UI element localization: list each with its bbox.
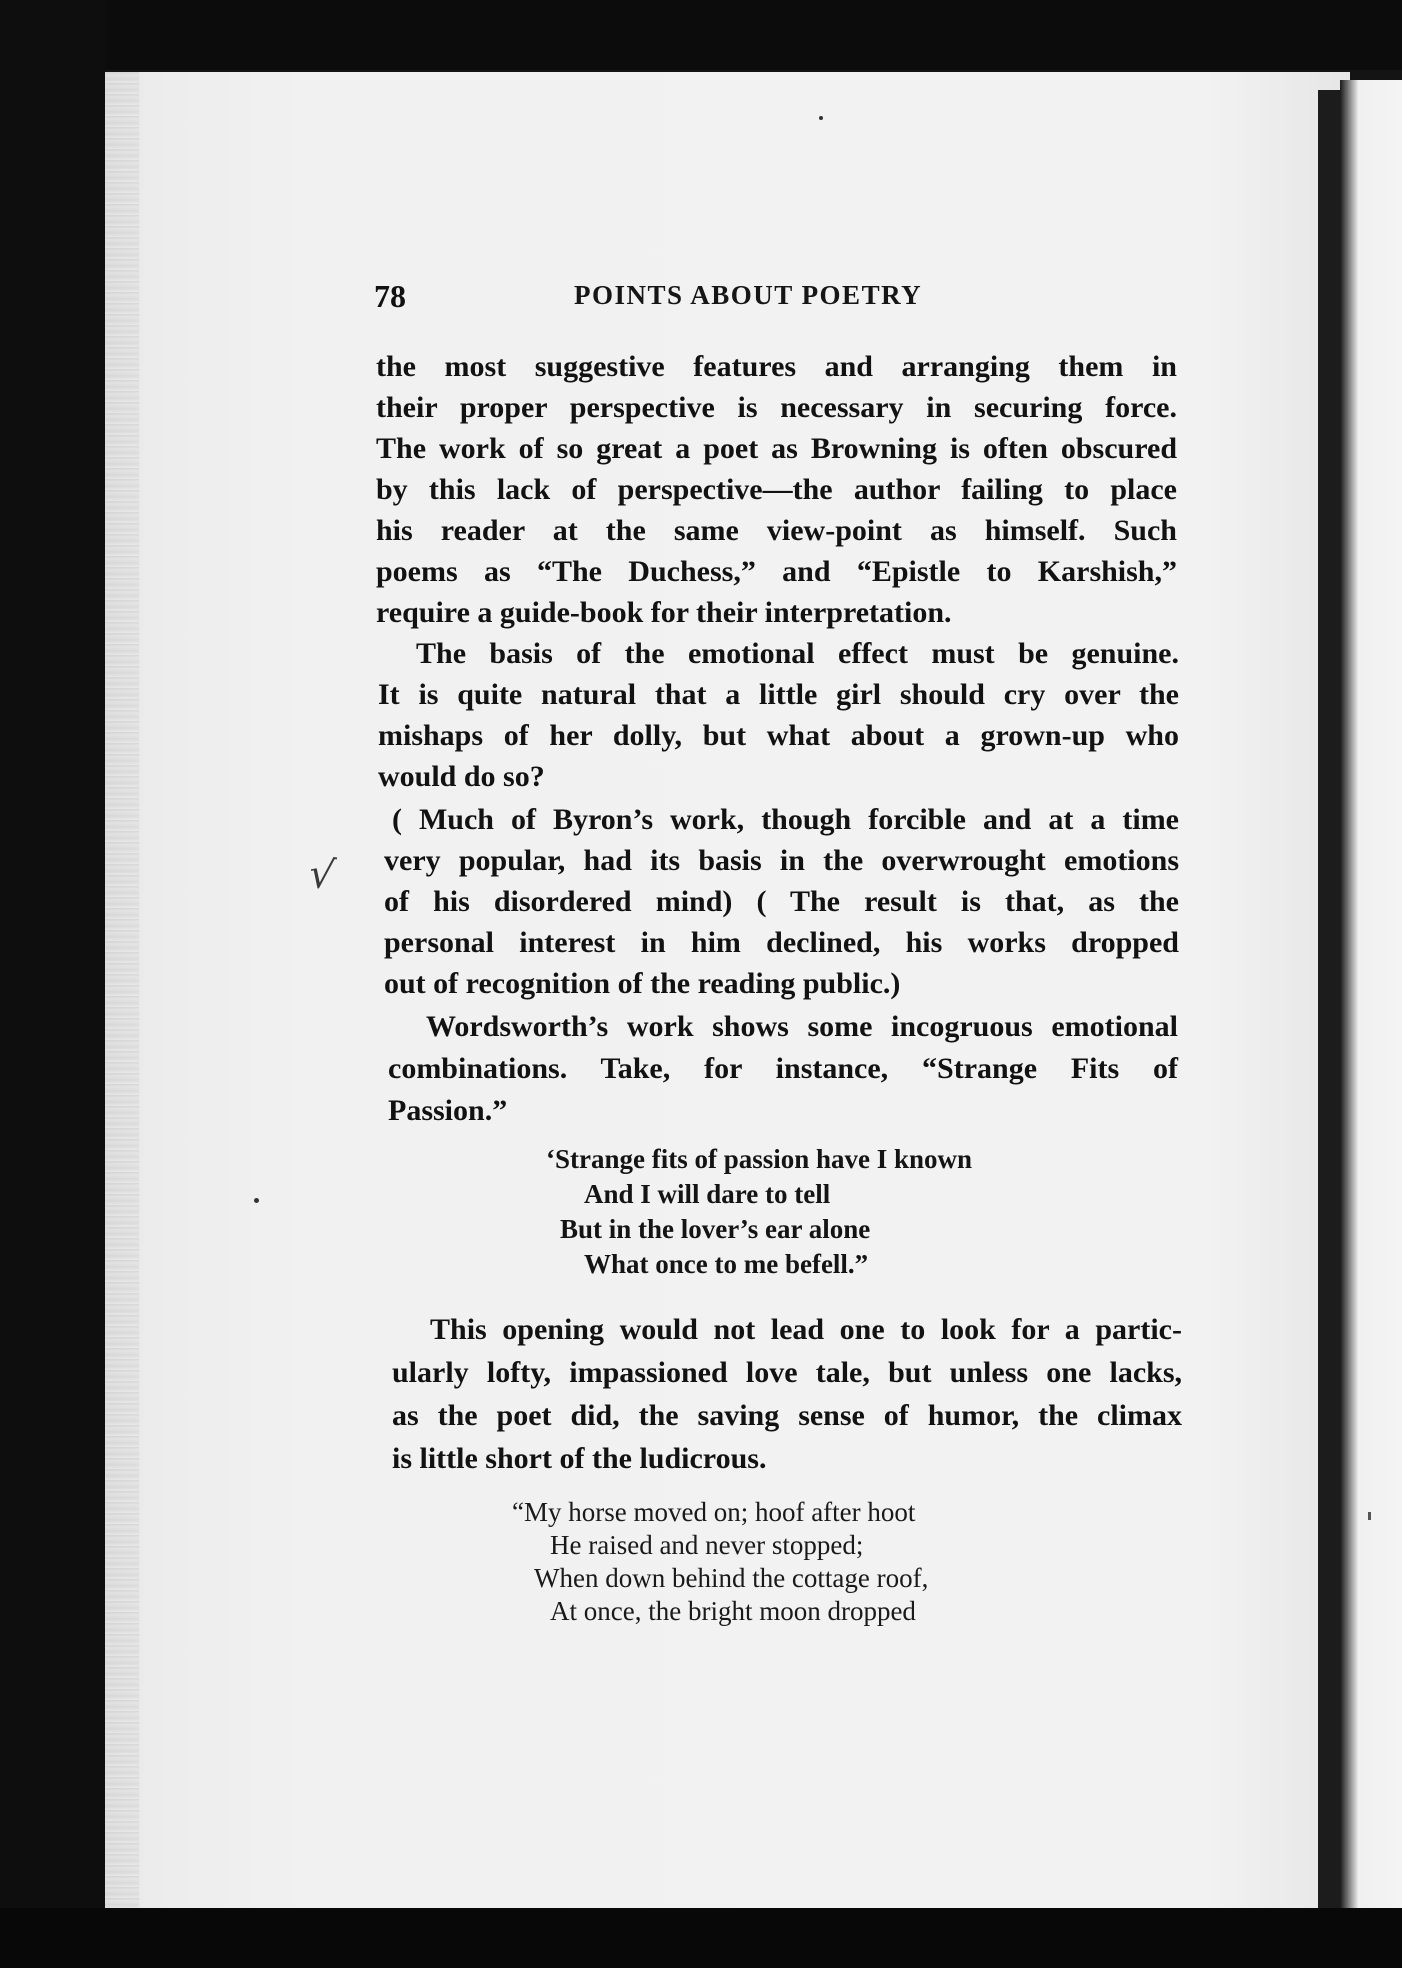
text-line: Wordsworth’s work shows some incogruous emotional xyxy=(426,1010,1178,1043)
scan-left-border xyxy=(0,0,105,1968)
text-line: his reader at the same view-point as himself. Such xyxy=(376,514,1177,547)
verse-line: But in the lover’s ear alone xyxy=(560,1214,871,1244)
text-line: It is quite natural that a little girl should cry over the xyxy=(378,678,1179,711)
text-line: is little short of the ludicrous. xyxy=(392,1442,767,1475)
verse-line: When down behind the cottage roof, xyxy=(534,1563,929,1593)
text-line: out of recognition of the reading public.) xyxy=(384,967,901,1000)
verse-quotation xyxy=(546,1142,972,1282)
text-line: would do so? xyxy=(378,760,545,793)
text-line: by this lack of perspective—the author failing to place xyxy=(376,473,1177,506)
scan-top-border xyxy=(0,0,1402,70)
scan-bottom-border xyxy=(0,1908,1402,1968)
text-line: ularly lofty, impassioned love tale, but unless one lacks, xyxy=(392,1356,1182,1389)
verse-line: And I will dare to tell xyxy=(584,1179,831,1209)
scan-speck xyxy=(819,116,823,120)
verse-line: “My horse moved on; hoof after hoot xyxy=(512,1497,916,1527)
text-line: personal interest in him declined, his works dropped xyxy=(384,926,1179,959)
text-line: as the poet did, the saving sense of humor, the climax xyxy=(392,1399,1182,1432)
scan-speck xyxy=(1368,1512,1371,1520)
text-line: require a guide-book for their interpretation. xyxy=(376,596,952,629)
text-line: the most suggestive features and arranging them in xyxy=(376,350,1177,383)
verse-line: ‘Strange fits of passion have I known xyxy=(546,1144,973,1174)
verse-line: What once to me befell.” xyxy=(584,1249,869,1279)
page-gutter xyxy=(105,72,139,1912)
facing-page-edge xyxy=(1340,80,1402,1910)
text-line: mishaps of her dolly, but what about a grown-up who xyxy=(378,719,1179,752)
scan-speck xyxy=(254,1198,259,1203)
verse-line: He raised and never stopped; xyxy=(550,1530,864,1560)
text-line: combinations. Take, for instance, “Strange Fits of xyxy=(388,1052,1178,1085)
text-line: poems as “The Duchess,” and “Epistle to Karshish,” xyxy=(376,555,1177,588)
margin-checkmark: √ xyxy=(305,850,338,900)
text-line: ( Much of Byron’s work, though forcible and at a time xyxy=(392,803,1179,836)
text-line: of his disordered mind) ( The result is that, as the xyxy=(384,885,1179,918)
text-line: The basis of the emotional effect must be genuine. xyxy=(416,637,1179,670)
verse-quotation xyxy=(512,1496,928,1628)
page-header xyxy=(374,278,1174,318)
running-head: POINTS ABOUT POETRY xyxy=(574,280,923,310)
text-line: Passion.” xyxy=(388,1094,508,1127)
text-line: very popular, had its basis in the overwrought emotions xyxy=(384,844,1179,877)
text-line: This opening would not lead one to look for a partic- xyxy=(430,1313,1182,1346)
text-line: The work of so great a poet as Browning is often obscured xyxy=(376,432,1177,465)
text-line: their proper perspective is necessary in securing force. xyxy=(376,391,1177,424)
page-number: 78 xyxy=(374,278,406,314)
verse-line: At once, the bright moon dropped xyxy=(550,1596,916,1626)
